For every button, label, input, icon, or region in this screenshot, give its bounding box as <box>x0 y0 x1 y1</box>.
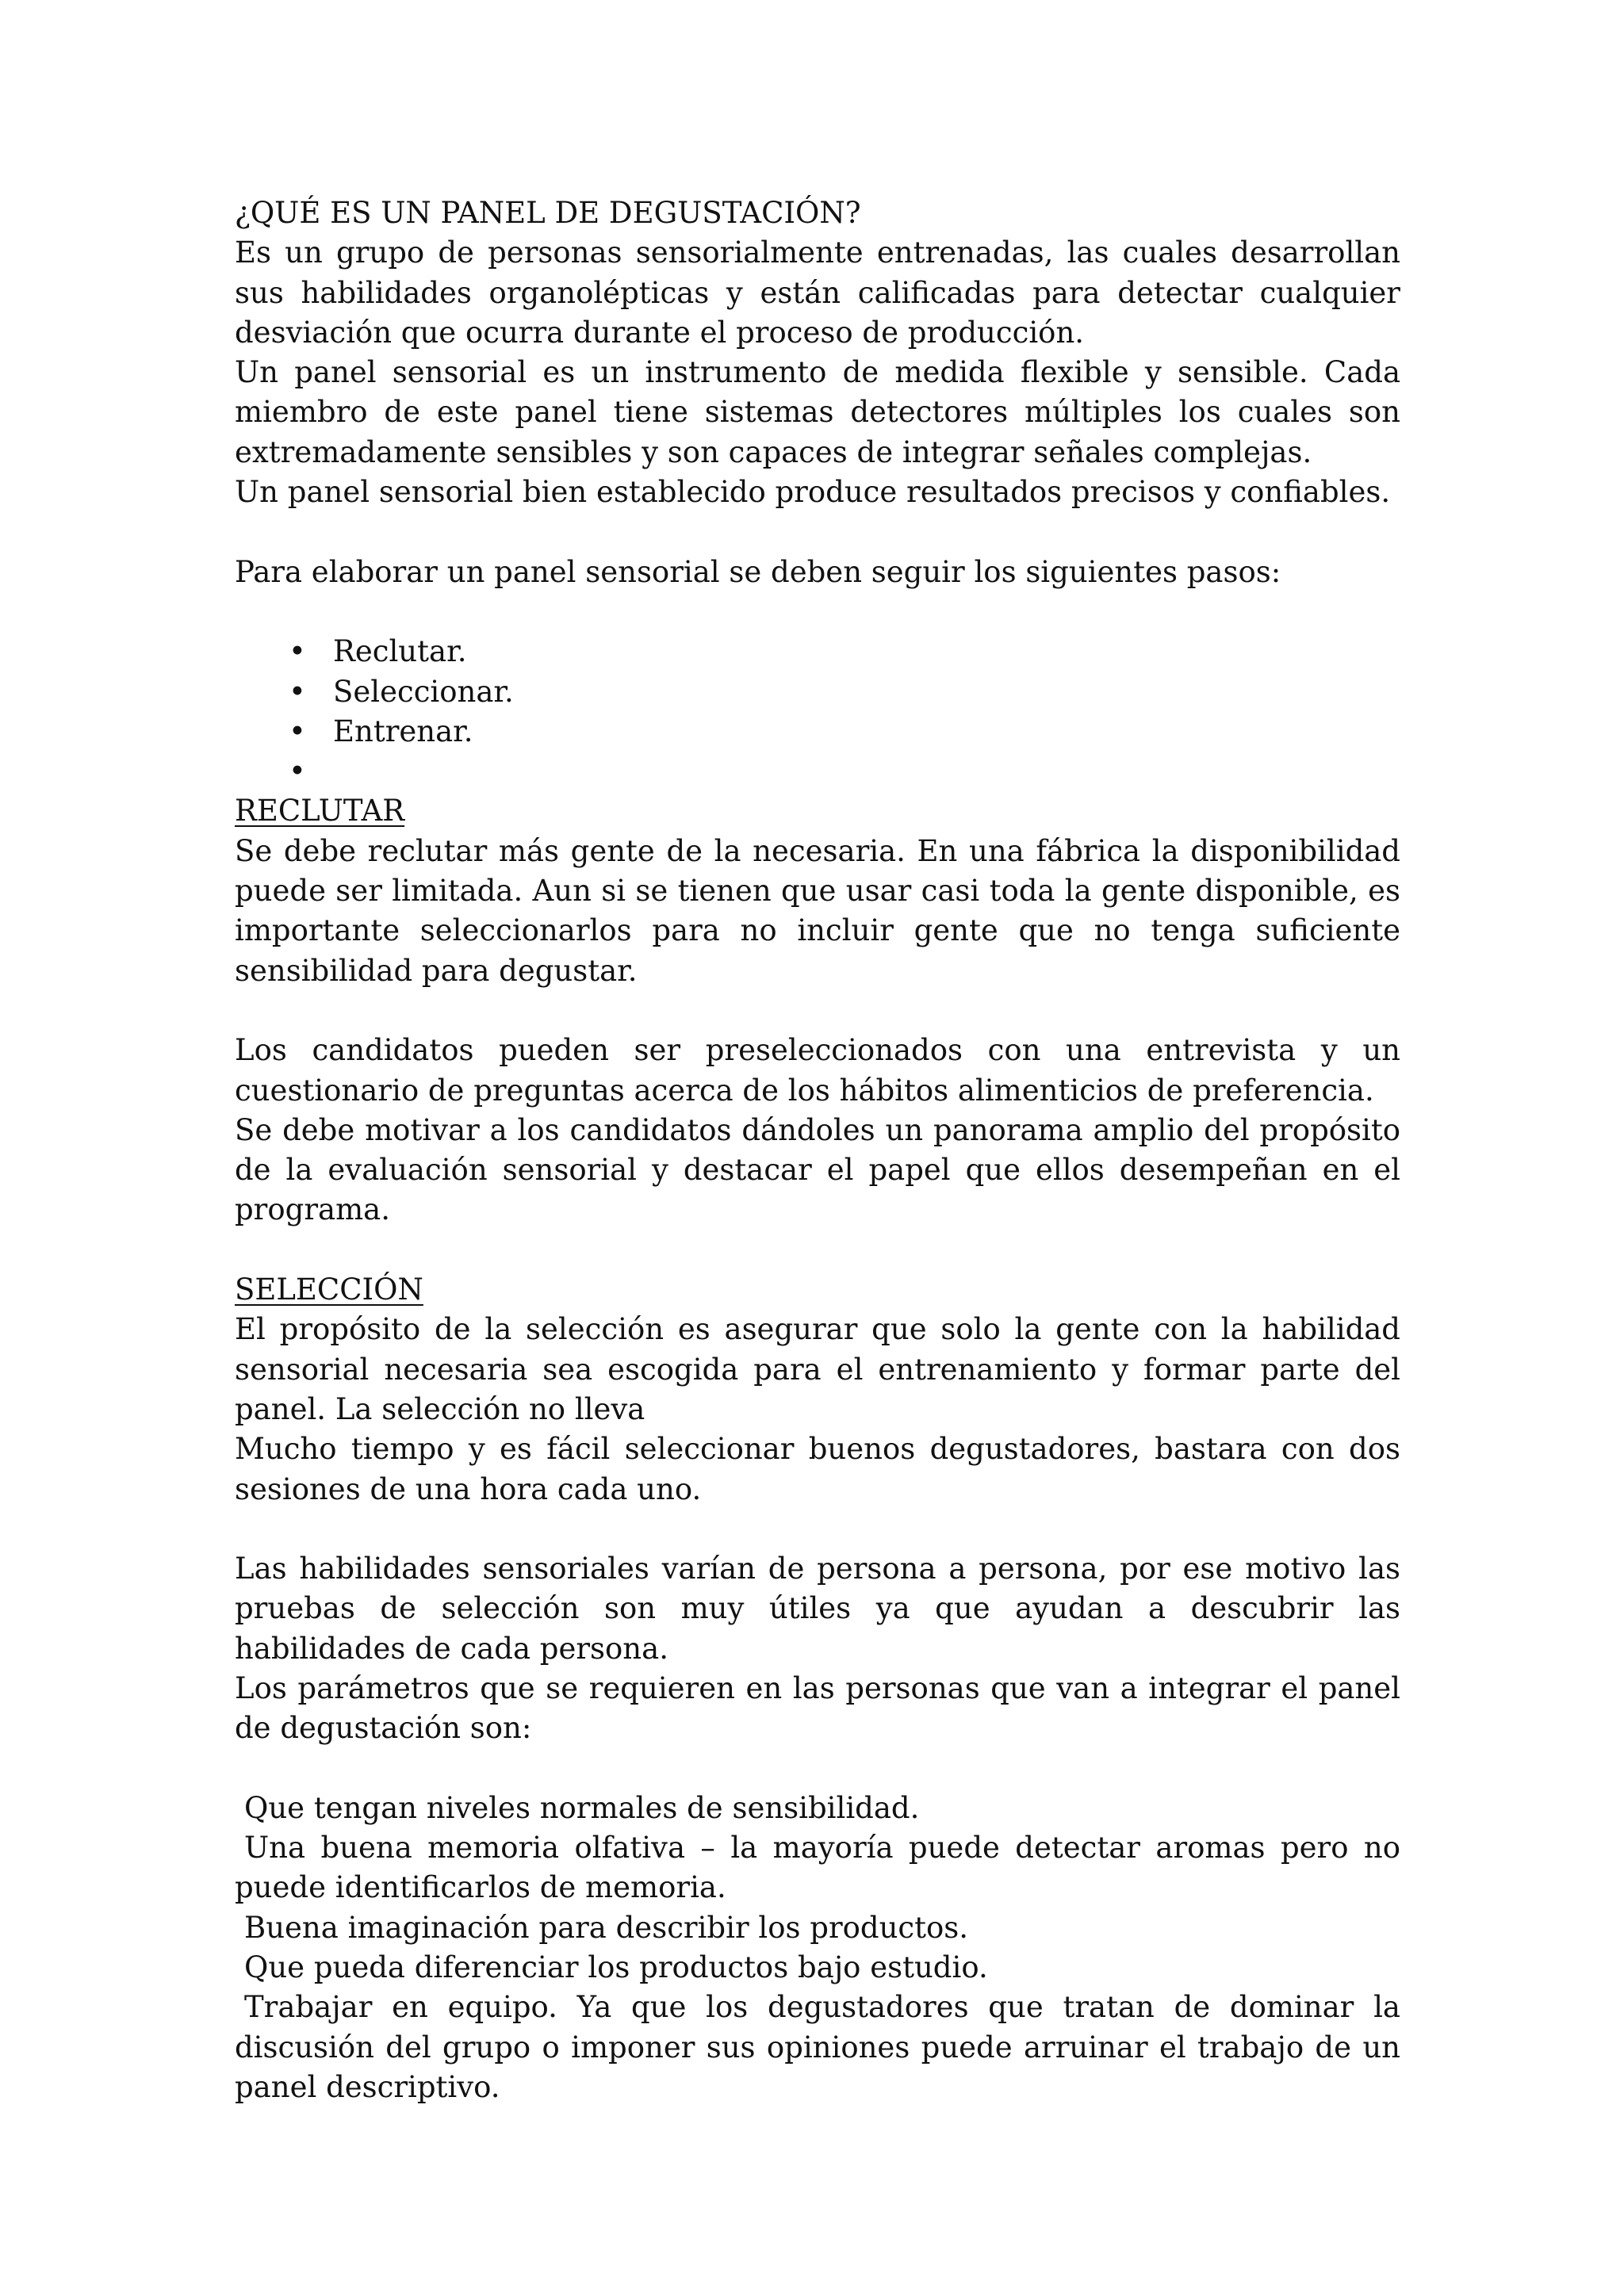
steps-intro: Para elaborar un panel sensorial se deben seguir los siguientes pasos: <box>235 554 1281 589</box>
reclutar-paragraph-3: Se debe motivar a los candidatos dándoles un panorama amplio del propósito de la evaluación sensorial y destacar el papel que ellos desempeñan en el programa. <box>235 1112 1400 1227</box>
bullet-icon: • <box>289 714 306 748</box>
spacer <box>235 512 1400 552</box>
parametro-item: Buena imaginación para describir los productos. <box>244 1910 969 1945</box>
reclutar-paragraph-2: Los candidatos pueden ser preseleccionados con una entrevista y un cuestionario de preguntas acerca de los hábitos alimenticios de preferencia. <box>235 1033 1400 1108</box>
parametro-item: Una buena memoria olfativa – la mayoría puede detectar aromas pero no puede identificarlos de memoria. <box>235 1831 1400 1905</box>
parametro-item: Trabajar en equipo. Ya que los degustadores que tratan de dominar la discusión del grupo o imponer sus opiniones puede arruinar el trabajo de un panel descriptivo. <box>235 1990 1400 2104</box>
document-page <box>235 193 1400 2107</box>
spacer <box>235 1510 1400 1549</box>
parametro-item: Que pueda diferenciar los productos bajo estudio. <box>244 1950 988 1985</box>
spacer <box>235 1749 1400 1789</box>
intro-paragraph-3: Un panel sensorial bien establecido produce resultados precisos y confiables. <box>235 475 1391 510</box>
list-item: • Reclutar. <box>235 632 1400 672</box>
page-title: ¿QUÉ ES UN PANEL DE DEGUSTACIÓN? <box>235 196 861 230</box>
bullet-icon: • <box>289 754 306 789</box>
list-item <box>235 752 1400 791</box>
spacer <box>235 592 1400 632</box>
list-item: • Entrenar. <box>235 712 1400 752</box>
spacer <box>235 991 1400 1031</box>
bullet-icon: • <box>289 674 306 709</box>
seleccion-paragraph-3: Las habilidades sensoriales varían de persona a persona, por ese motivo las pruebas de selección son muy útiles ya que ayudan a descubrir las habilidades de cada persona. <box>235 1552 1400 1666</box>
spacer <box>235 1230 1400 1270</box>
bullet-icon: • <box>289 634 306 669</box>
steps-list <box>235 632 1400 791</box>
section-heading-seleccion: SELECCIÓN <box>235 1272 423 1307</box>
intro-paragraph-1: Es un grupo de personas sensorialmente entrenadas, las cuales desarrollan sus habilidades organolépticas y están calificadas para detectar cualquier desviación que ocurra durante el proceso de producción. <box>235 235 1400 350</box>
reclutar-paragraph-1: Se debe reclutar más gente de la necesaria. En una fábrica la disponibilidad puede ser limitada. Aun si se tienen que usar casi toda la gente disponible, es importante seleccionarlos para no incluir gente que no tenga suficiente sensibilidad para degustar. <box>235 833 1400 988</box>
seleccion-paragraph-2: Mucho tiempo y es fácil seleccionar buenos degustadores, bastara con dos sesiones de una hora cada uno. <box>235 1432 1400 1506</box>
list-item: • Seleccionar. <box>235 672 1400 712</box>
intro-paragraph-2: Un panel sensorial es un instrumento de medida flexible y sensible. Cada miembro de este panel tiene sistemas detectores múltiples los cuales son extremadamente sensibles y son capaces de integrar señales complejas. <box>235 355 1400 469</box>
parametro-item: Que tengan niveles normales de sensibilidad. <box>244 1790 920 1825</box>
section-heading-reclutar: RECLUTAR <box>235 794 405 828</box>
seleccion-paragraph-4: Los parámetros que se requieren en las personas que van a integrar el panel de degustación son: <box>235 1670 1400 1746</box>
seleccion-paragraph-1: El propósito de la selección es asegurar que solo la gente con la habilidad sensorial necesaria sea escogida para el entrenamiento y formar parte del panel. La selección no lleva <box>235 1312 1400 1426</box>
